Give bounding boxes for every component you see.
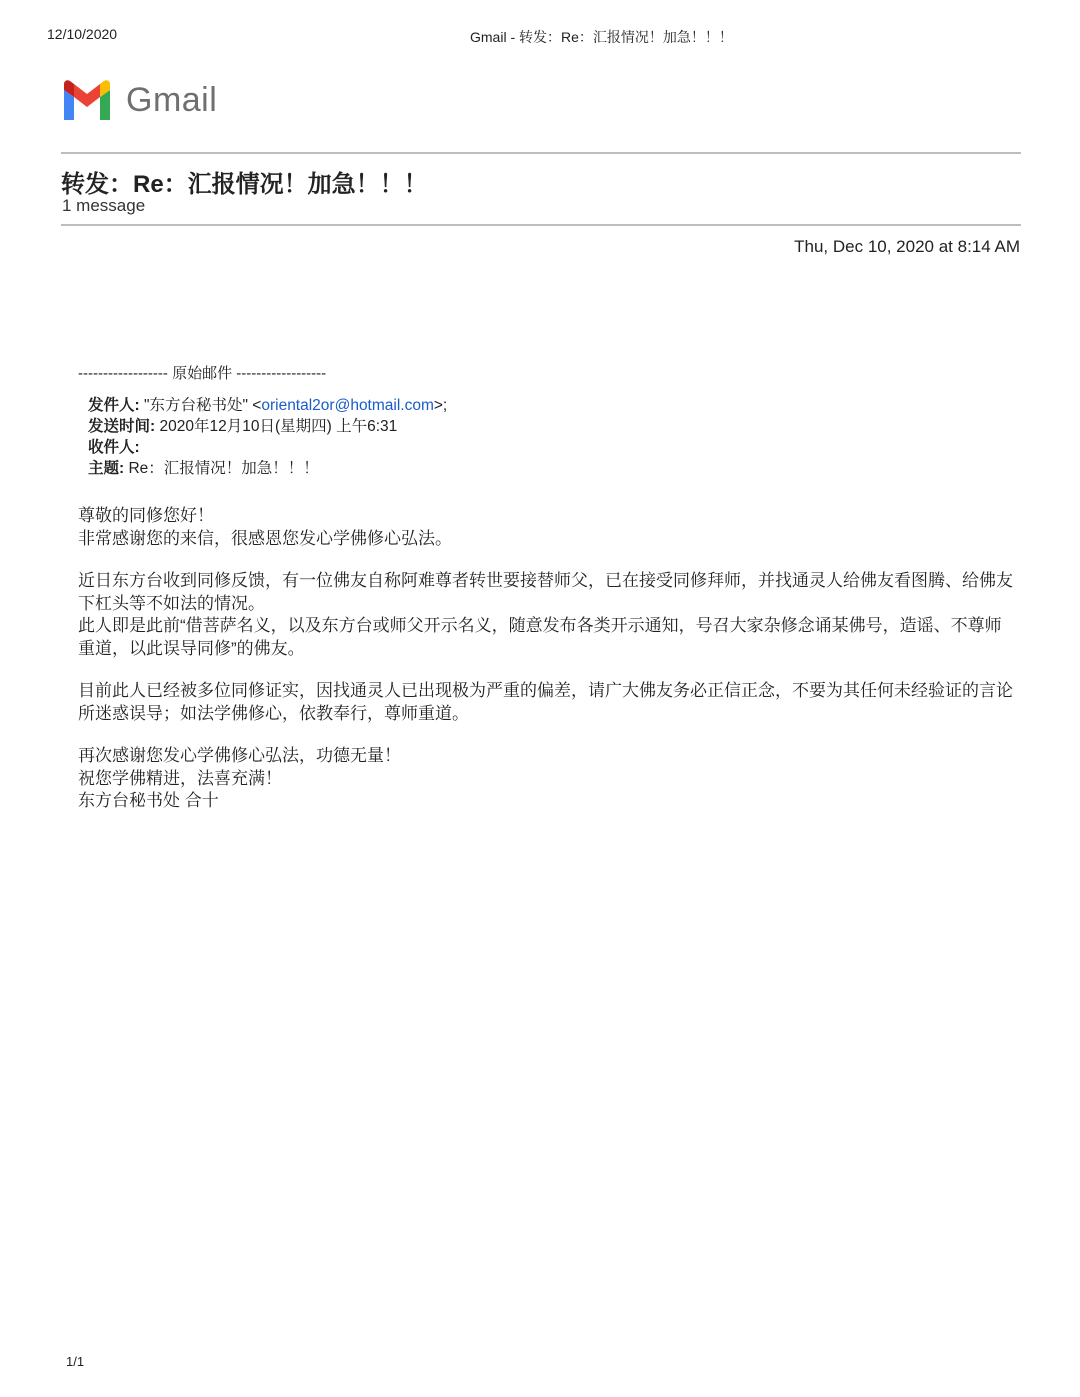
greeting-line: 尊敬的同修您好！	[78, 506, 214, 525]
paragraph-identity: 此人即是此前“借菩萨名义，以及东方台或师父开示名义，随意发布各类开示通知，号召大家杂修念诵某佛号，造谣、不尊师重道，以此误导同修”的佛友。	[78, 616, 1002, 658]
sent-line	[88, 416, 1018, 437]
subject-line	[88, 458, 1018, 479]
original-mail-divider: ------------------ 原始邮件 ------------------	[78, 365, 327, 382]
thread-subject: 转发：Re：汇报情况！加急！！！	[61, 171, 428, 198]
to-label: 收件人:	[88, 439, 140, 456]
from-label: 发件人:	[88, 397, 140, 414]
subject-value: Re：汇报情况！加急！！！	[124, 460, 319, 477]
paragraph-warning: 目前此人已经被多位同修证实，因找通灵人已出现极为严重的偏差，请广大佛友务必正信正念，不要为其任何未经验证的言论所迷惑误导；如法学佛修心，依教奉行，尊师重道。	[78, 681, 1013, 723]
message-date: Thu, Dec 10, 2020 at 8:14 AM	[794, 237, 1020, 256]
paragraph-closing	[78, 745, 1018, 813]
gmail-wordmark: Gmail	[126, 81, 218, 119]
gmail-logo-icon	[60, 80, 114, 120]
thanks-line: 非常感谢您的来信，很感恩您发心学佛修心弘法。	[78, 528, 452, 548]
gmail-logo[interactable]	[60, 80, 217, 120]
print-page-title: Gmail - 转发：Re：汇报情况！加急！！！	[470, 29, 733, 45]
from-email-link[interactable]: oriental2or@hotmail.com	[261, 397, 434, 414]
to-line	[88, 437, 1018, 458]
sent-value: 2020年12月10日(星期四) 上午6:31	[155, 418, 398, 435]
from-name: "东方台秘书处" <	[139, 397, 262, 414]
paragraph-greeting	[78, 505, 1018, 550]
signature-line: 东方台秘书处 合十	[78, 791, 219, 810]
body-text	[78, 505, 1018, 813]
page-number: 1/1	[66, 1354, 85, 1369]
divider-top	[61, 152, 1021, 154]
from-line	[88, 395, 1018, 416]
closing-thanks-line: 再次感谢您发心学佛修心弘法，功德无量！	[78, 746, 401, 765]
sent-label: 发送时间:	[88, 418, 156, 435]
message-count: 1 message	[62, 196, 146, 215]
message-body	[78, 362, 1018, 833]
paragraph-report: 近日东方台收到同修反馈，有一位佛友自称阿难尊者转世要接替师父，已在接受同修拜师，并找通灵人给佛友看图腾、给佛友下杠头等不如法的情况。	[78, 571, 1013, 613]
from-end: >;	[433, 397, 448, 414]
print-date: 12/10/2020	[47, 26, 118, 42]
subject-label: 主题:	[88, 460, 125, 477]
divider-header	[61, 224, 1021, 226]
closing-blessing-line: 祝您学佛精进，法喜充满！	[78, 768, 282, 788]
